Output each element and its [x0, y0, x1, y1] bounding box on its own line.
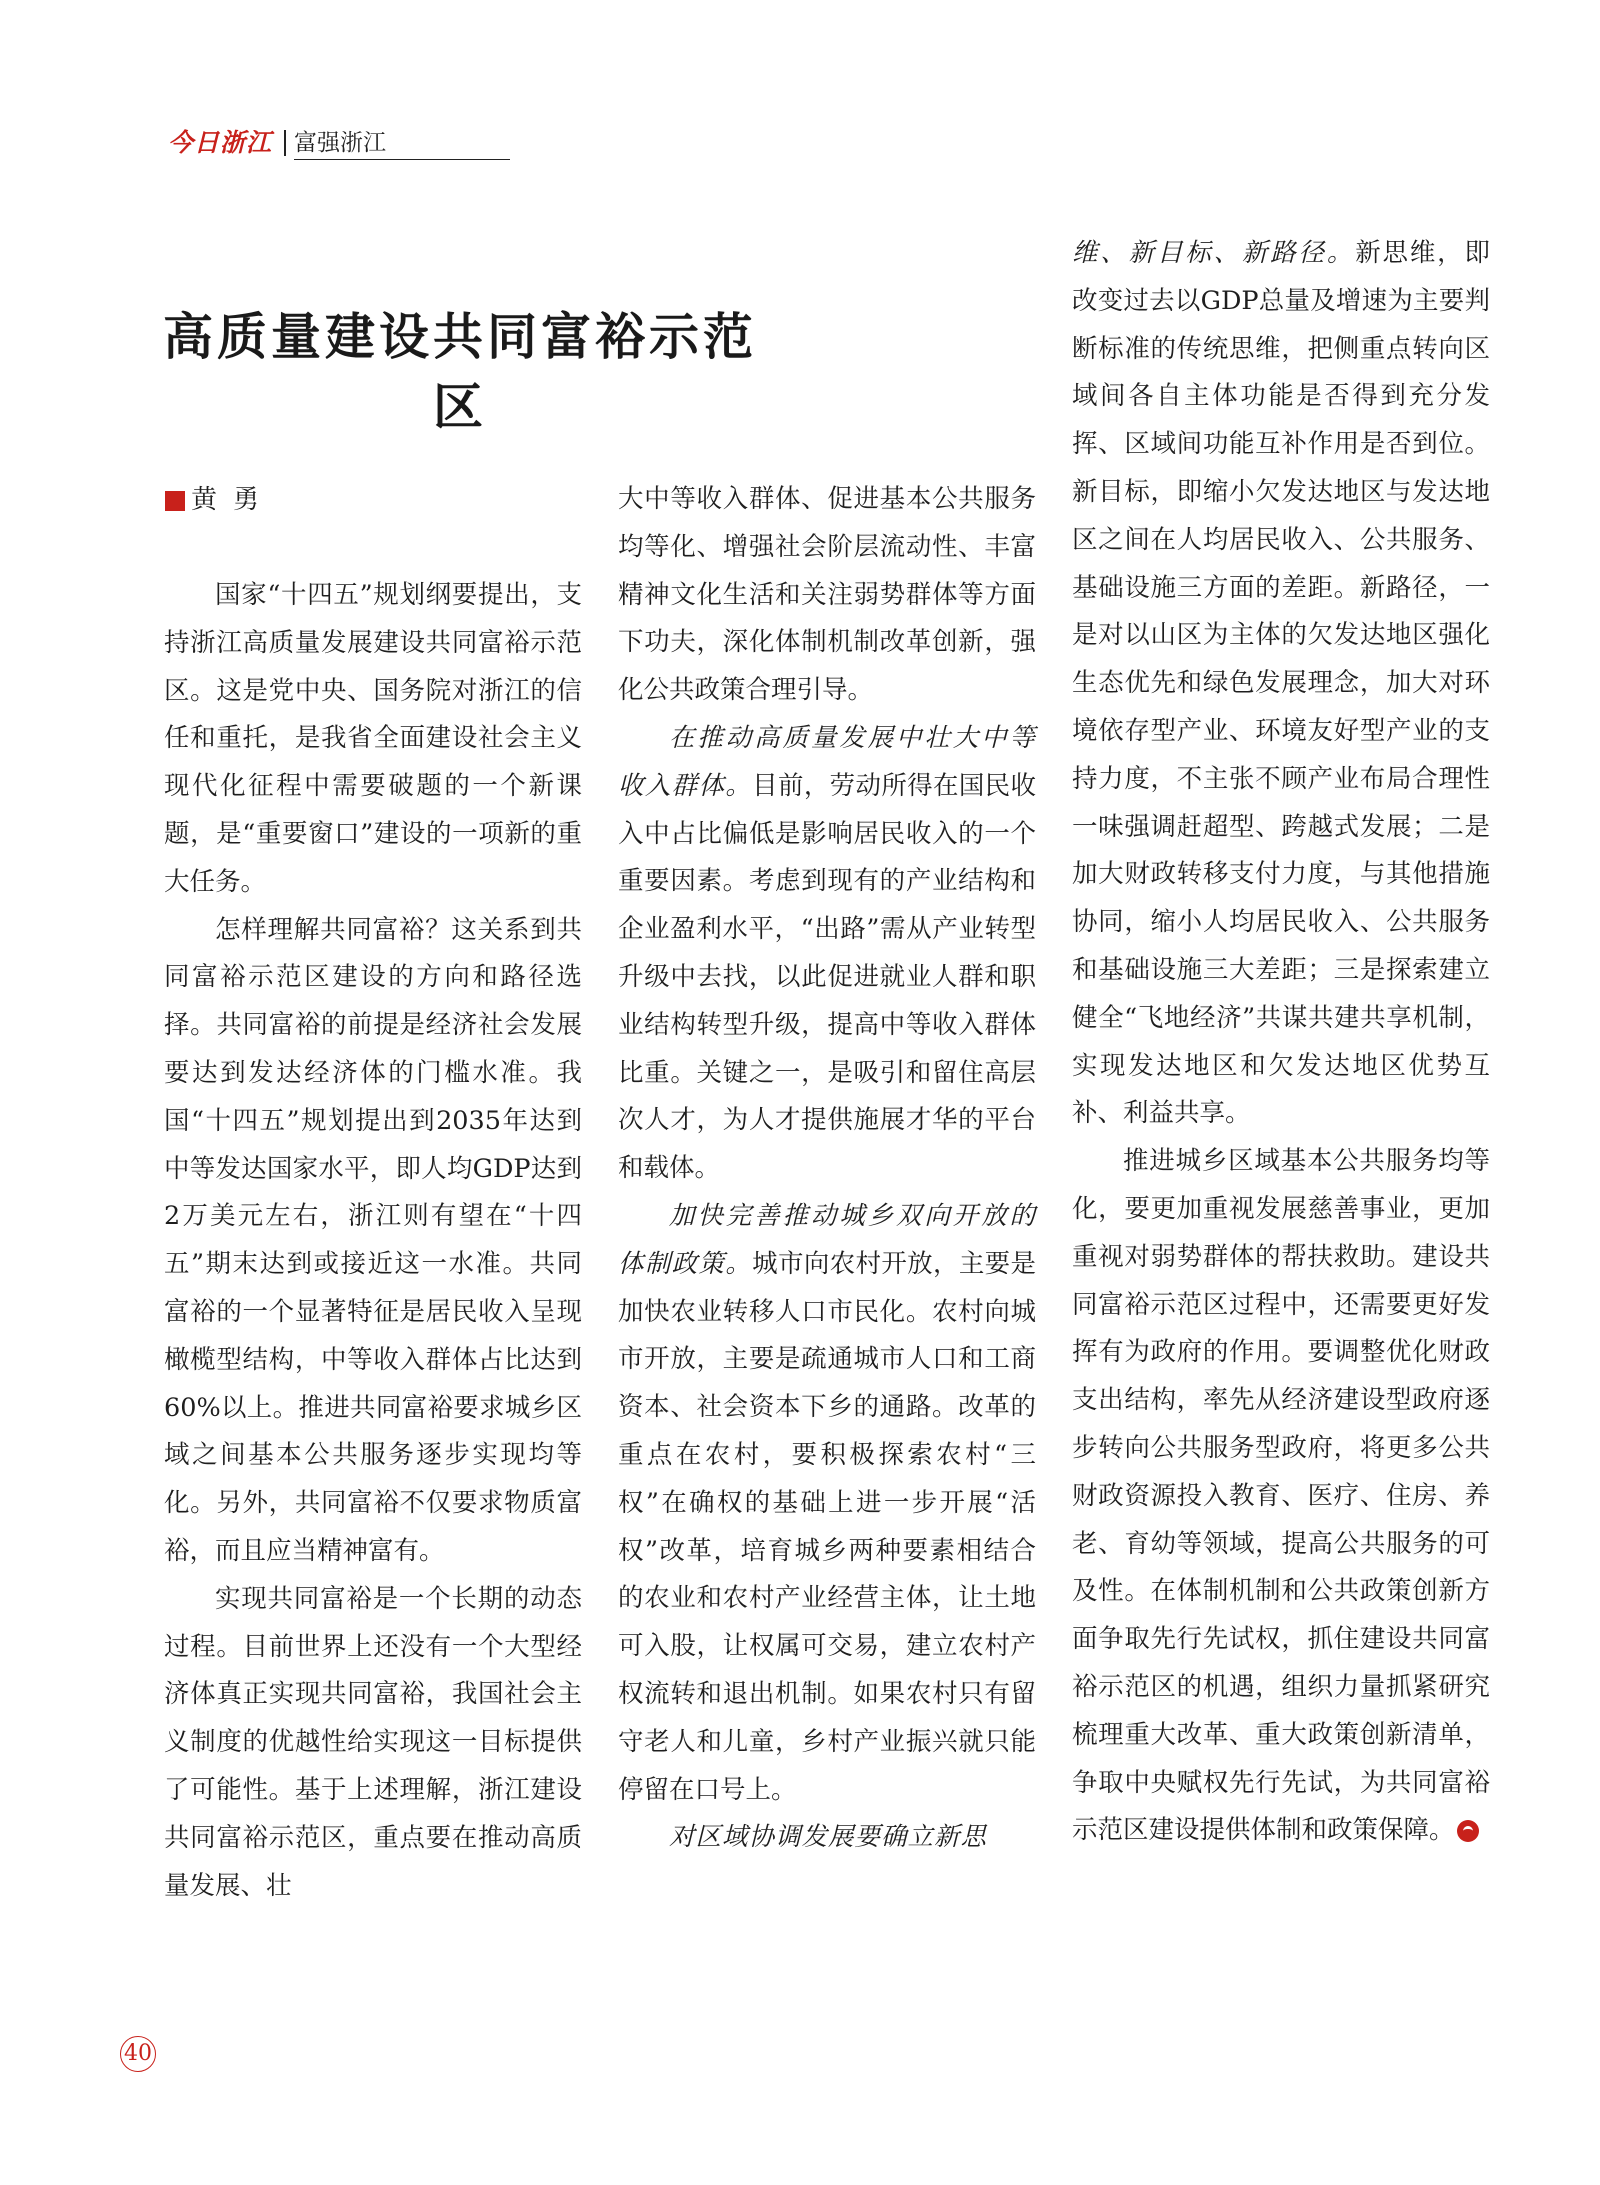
paragraph: 怎样理解共同富裕？这关系到共同富裕示范区建设的方向和路径选择。共同富裕的前提是经济社会发展要达到发达经济体的门槛水准。我国“十四五”规划提出到2035年达到中等发达国家水平，即人均GDP达到2万美元左右，浙江则有望在“十四五”期末达到或接近这一水准。共同富裕的一个显著特征是居民收入呈现橄榄型结构，中等收入群体占比达到60%以上。推进共同富裕要求城乡区域之间基本公共服务逐步实现均等化。另外，共同富裕不仅要求物质富裕，而且应当精神富有。: [164, 914, 582, 1566]
text-column-2: [618, 476, 1036, 1862]
paragraph-text: 新思维，即改变过去以GDP总量及增速为主要判断标准的传统思维，把侧重点转向区域间各自主体功能是否得到充分发挥、区域间功能互补作用是否到位。新目标，即缩小欠发达地区与发达地区之间在人均居民收入、公共服务、基础设施三方面的差距。新路径，一是对以山区为主体的欠发达地区强化生态优先和绿色发展理念，加大对环境依存型产业、环境友好型产业的支持力度，不主张不顾产业布局合理性一味强调赶超型、跨越式发展；二是加大财政转移支付力度，与其他措施协同，缩小人均居民收入、公共服务和基础设施三大差距；三是探索建立健全“飞地经济”共谋共建共享机制，实现发达地区和欠发达地区优势互补、利益共享。: [1072, 238, 1490, 1129]
paragraph-keyphrase: 推进城乡区域基本公共服务均等化，: [1072, 1146, 1490, 1224]
paragraph: [618, 715, 1036, 1193]
paragraph-continued: [1072, 230, 1490, 1138]
header-underline: [294, 159, 510, 160]
paragraph: 实现共同富裕是一个长期的动态过程。目前世界上还没有一个大型经济体真正实现共同富裕，我国社会主义制度的优越性给实现这一目标提供了可能性。基于上述理解，浙江建设共同富裕示范区，重点要在推动高质量发展、壮: [164, 1583, 582, 1901]
paragraph: [618, 1814, 1036, 1862]
paragraph-text: 目前，劳动所得在国民收入中占比偏低是影响居民收入的一个重要因素。考虑到现有的产业结构和企业盈利水平，“出路”需从产业转型升级中去找，以此促进就业人群和职业结构转型升级，提高中等收入群体比重。关键之一，是吸引和留住高层次人才，为人才提供施展才华的平台和载体。: [618, 770, 1036, 1184]
article-title: 高质量建设共同富裕示范区: [163, 307, 757, 436]
author-name: 黄勇: [191, 485, 276, 515]
paragraph-continued: 大中等收入群体、促进基本公共服务均等化、增强社会阶层流动性、丰富精神文化生活和关注弱势群体等方面下功夫，深化体制机制改革创新，强化公共政策合理引导。: [618, 484, 1036, 706]
page-header: [168, 124, 510, 164]
paragraph: [618, 1193, 1036, 1814]
paragraph-text: 要更加重视发展慈善事业，更加重视对弱势群体的帮扶救助。建设共同富裕示范区过程中，还需要更好发挥有为政府的作用。要调整优化财政支出结构，率先从经济建设型政府逐步转向公共服务型政府，将更多公共财政资源投入教育、医疗、住房、养老、育幼等领域，提高公共服务的可及性。在体制机制和公共政策创新方面争取先行先试权，抓住建设共同富裕示范区的机遇，组织力量抓紧研究梳理重大改革、重大政策创新清单，争取中央赋权先行先试，为共同富裕示范区建设提供体制和政策保障。: [1072, 1193, 1490, 1846]
header-divider: [284, 130, 286, 156]
paragraph: [1072, 1138, 1490, 1855]
paragraph-keyphrase: 加快完善推动城乡双向开放的体制政策。: [618, 1200, 1036, 1279]
paragraph-text: 城市向农村开放，主要是加快农业转移人口市民化。农村向城市开放，主要是疏通城市人口和工商资本、社会资本下乡的通路。改革的重点在农村，要积极探索农村“三权”在确权的基础上进一步开展“活权”改革，培育城乡两种要素相结合的农业和农村产业经营主体，让土地可入股，让权属可交易，建立农村产权流转和退出机制。如果农村只有留守老人和儿童，乡村产业振兴就只能停留在口号上。: [618, 1248, 1036, 1805]
paragraph-keyphrase: 对区域协调发展要确立新思: [669, 1822, 988, 1853]
author-marker-icon: [165, 491, 185, 511]
paragraph-keyphrase: 维、新目标、新路径。: [1072, 238, 1356, 268]
end-of-article-icon: [1457, 1820, 1479, 1842]
text-column-1: [164, 572, 582, 1910]
magazine-logo: 今日浙江: [168, 128, 273, 157]
section-name: 富强浙江: [294, 130, 386, 156]
page-number: 40: [120, 2036, 156, 2072]
text-column-3: [1072, 230, 1490, 1855]
paragraph-keyphrase: 在推动高质量发展中壮大中等收入群体。: [618, 722, 1036, 801]
paragraph: 国家“十四五”规划纲要提出，支持浙江高质量发展建设共同富裕示范区。这是党中央、国务院对浙江的信任和重托，是我省全面建设社会主义现代化征程中需要破题的一个新课题，是“重要窗口”建设的一项新的重大任务。: [164, 580, 582, 897]
